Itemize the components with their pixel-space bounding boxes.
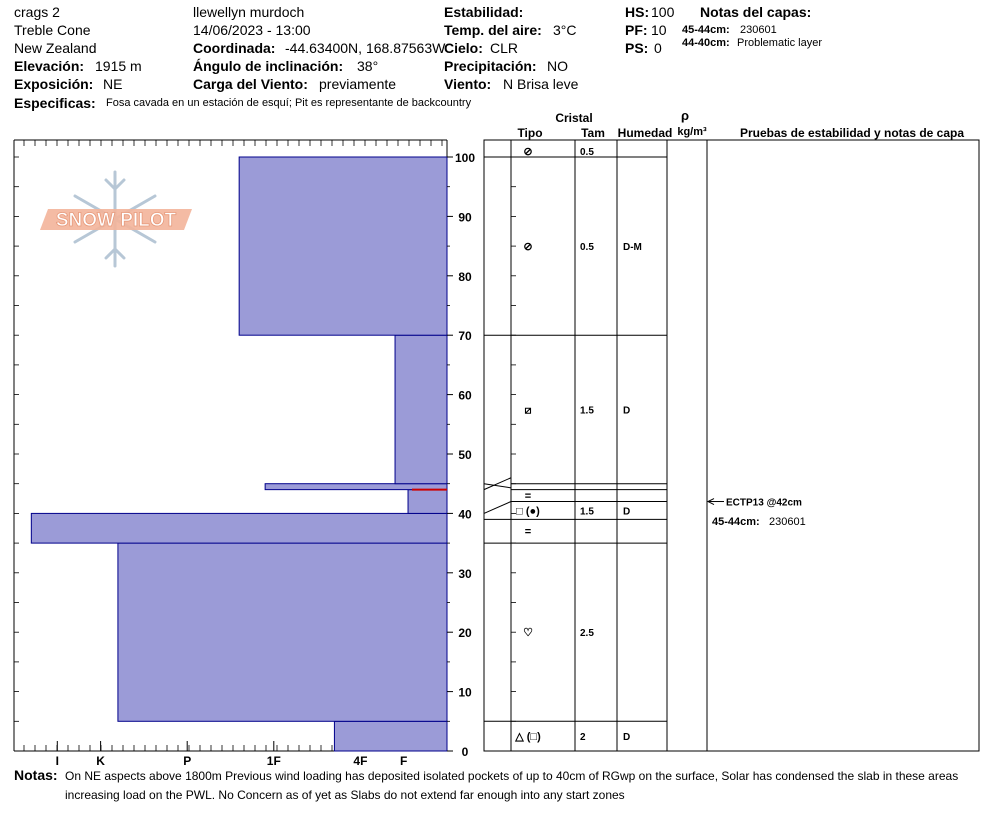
hardness-bar <box>31 513 447 543</box>
table-border <box>484 140 979 751</box>
grain-moisture: D <box>623 506 631 518</box>
grain-moisture: D <box>623 732 631 744</box>
layer-annotation-range: 45-44cm: <box>712 516 760 528</box>
height-label: 70 <box>458 329 472 344</box>
grain-size: 1.5 <box>580 506 594 518</box>
hs-label: HS: <box>625 4 650 20</box>
height-label: 100 <box>454 151 476 165</box>
height-label: 80 <box>458 269 472 284</box>
grain-type: △ (□) <box>515 731 541 744</box>
hardness-bar <box>395 335 447 484</box>
layer-note-text: Problematic layer <box>737 37 822 49</box>
crystal-header: Cristal <box>555 111 593 125</box>
hardness-bar <box>334 721 447 751</box>
grain-type: ♡ <box>523 627 533 640</box>
wind-load-value: previamente <box>319 76 397 92</box>
observer: llewellyn murdoch <box>193 4 305 20</box>
coord-value: -44.63400N, 168.87563W <box>285 40 446 56</box>
aspect-label: Exposición: <box>14 76 94 92</box>
height-label: 90 <box>458 210 472 225</box>
grain-type: = <box>524 526 532 539</box>
grain-type: = <box>524 490 532 503</box>
pf-label: PF: <box>625 22 648 38</box>
hardness-bar <box>118 543 447 721</box>
wind-load-label: Carga del Viento: <box>193 76 308 92</box>
air-temp-label: Temp. del aire: <box>444 22 542 38</box>
layer-notes-label: Notas del capas: <box>700 4 812 20</box>
grain-type: ⊘ <box>523 241 533 254</box>
elevation-value: 1915 m <box>95 58 142 74</box>
layer-note-range: 44-40cm: <box>682 37 730 49</box>
hardness-label: F <box>400 754 408 768</box>
height-label: 30 <box>458 566 472 581</box>
stability-tests-header: Pruebas de estabilidad y notas de capa <box>739 126 965 140</box>
air-temp-value: 3°C <box>553 22 577 38</box>
grain-size: 0.5 <box>580 242 594 254</box>
height-label: 60 <box>458 388 472 403</box>
height-label: 50 <box>458 448 472 462</box>
notes-label: Notas: <box>14 767 58 783</box>
hardness-label: K <box>96 754 105 768</box>
grain-size: 0.5 <box>580 147 594 159</box>
grain-type: ⊘ <box>523 146 533 159</box>
snowpilot-logo <box>40 172 192 266</box>
stability-label: Estabilidad: <box>444 4 524 20</box>
moisture-header: Humedad <box>617 126 673 140</box>
precip-label: Precipitación: <box>444 58 537 74</box>
coord-label: Coordinada: <box>193 40 276 56</box>
specifics-label: Especificas: <box>14 95 96 111</box>
grain-moisture: D <box>623 405 631 417</box>
pf-value: 10 <box>651 22 667 38</box>
grain-size: 2 <box>580 732 586 744</box>
location: Treble Cone <box>14 22 91 38</box>
stability-tests <box>708 498 806 528</box>
hs-value: 100 <box>651 4 675 20</box>
grain-type: □ (●) <box>516 505 540 518</box>
slope-value: 38° <box>357 58 379 74</box>
height-label: 20 <box>458 626 472 641</box>
notes-text: On NE aspects above 1800m Previous wind loading has deposited isolated pockets of up to 40cm of RGwp on the surface, Solar has condensed the slab in these areas increasing load on the PWL. No Concern as of yet as Slabs do not extend far enough into any start zones <box>65 769 959 802</box>
layer-note-text: 230601 <box>740 24 777 36</box>
grain-moisture: D-M <box>623 242 642 254</box>
height-axis <box>447 151 475 759</box>
elevation-label: Elevación: <box>14 58 85 74</box>
sky-label: Cielo: <box>444 40 483 56</box>
hardness-label: 4F <box>353 754 368 768</box>
datetime: 14/06/2023 - 13:00 <box>193 22 311 38</box>
type-header: Tipo <box>517 126 543 140</box>
sky-value: CLR <box>490 40 519 56</box>
hardness-bar <box>408 490 447 514</box>
test-label: ECTP13 @42cm <box>726 497 802 509</box>
precip-value: NO <box>547 58 568 74</box>
rho-header: ρ <box>680 108 690 123</box>
height-label: 0 <box>461 745 469 759</box>
wind-value: N Brisa leve <box>503 76 579 92</box>
height-label: 10 <box>458 685 472 700</box>
link-line <box>484 502 511 514</box>
ps-label: PS: <box>625 40 649 56</box>
grain-size: 2.5 <box>580 628 594 640</box>
density-header: kg/m³ <box>677 126 707 138</box>
hardness-label: I <box>55 754 59 768</box>
aspect-value: NE <box>103 76 123 92</box>
country: New Zealand <box>14 40 97 56</box>
ps-value: 0 <box>654 40 662 56</box>
size-header: Tam <box>581 126 605 140</box>
slope-label: Ángulo de inclinación: <box>193 58 344 74</box>
hardness-label: 1F <box>266 754 281 768</box>
grain-type: ⧄ <box>524 404 532 417</box>
pit-name: crags 2 <box>14 4 60 20</box>
logo-text: SNOW PILOT <box>55 210 177 231</box>
link-line <box>484 484 511 488</box>
hardness-label: P <box>183 754 192 768</box>
hardness-bars <box>31 157 447 751</box>
grain-size: 1.5 <box>580 405 594 417</box>
hardness-bar <box>239 157 447 335</box>
layer-annotation-text: 230601 <box>769 516 806 528</box>
specifics-value: Fosa cavada en un estación de esquí; Pit es representante de backcountry <box>106 97 472 109</box>
layer-note-range: 45-44cm: <box>682 24 730 36</box>
link-line <box>484 478 511 490</box>
wind-label: Viento: <box>444 76 492 92</box>
height-label: 40 <box>458 507 472 522</box>
grain-table <box>484 140 979 751</box>
